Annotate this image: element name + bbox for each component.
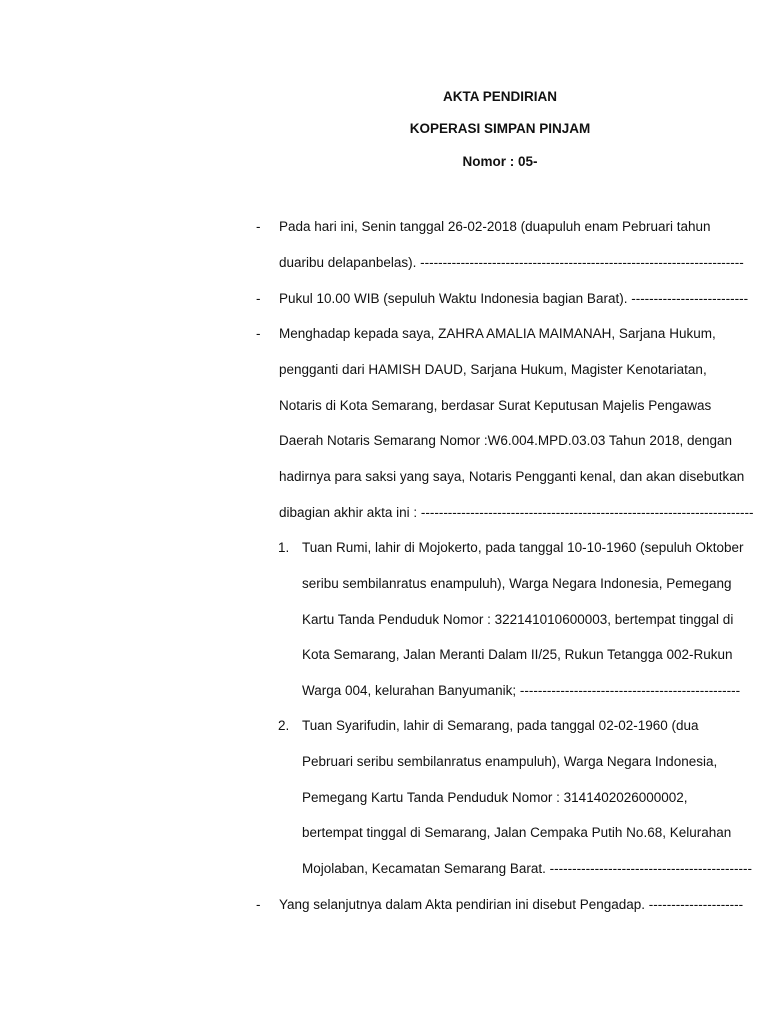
paragraph-line: Pukul 10.00 WIB (sepuluh Waktu Indonesia bagian Barat). -------------------------- bbox=[279, 291, 749, 306]
paragraph-line: dibagian akhir akta ini : -------------------------------------------------------------------------- bbox=[279, 505, 754, 520]
paragraph-line: Pada hari ini, Senin tanggal 26-02-2018 (duapuluh enam Pebruari tahun bbox=[279, 219, 711, 234]
list-item-line: Kota Semarang, Jalan Meranti Dalam II/25, Rukun Tetangga 002-Rukun bbox=[302, 647, 733, 662]
list-item-line: Warga 004, kelurahan Banyumanik; ------------------------------------------------- bbox=[302, 683, 741, 698]
bullet-marker: - bbox=[256, 219, 261, 234]
paragraph-line: pengganti dari HAMISH DAUD, Sarjana Hukum, Magister Kenotariatan, bbox=[279, 362, 707, 377]
list-item-line: Mojolaban, Kecamatan Semarang Barat. --------------------------------------------- bbox=[302, 861, 752, 876]
list-item-line: Tuan Rumi, lahir di Mojokerto, pada tanggal 10-10-1960 (sepuluh Oktober bbox=[302, 540, 744, 555]
paragraph-line: Menghadap kepada saya, ZAHRA AMALIA MAIMANAH, Sarjana Hukum, bbox=[279, 326, 716, 341]
paragraph-line: hadirnya para saksi yang saya, Notaris Pengganti kenal, dan akan disebutkan bbox=[279, 469, 745, 484]
list-item-line: Pemegang Kartu Tanda Penduduk Nomor : 3141402026000002, bbox=[302, 790, 688, 805]
paragraph-line: Daerah Notaris Semarang Nomor :W6.004.MPD.03.03 Tahun 2018, dengan bbox=[279, 433, 733, 448]
list-item-line: Tuan Syarifudin, lahir di Semarang, pada tanggal 02-02-1960 (dua bbox=[302, 718, 699, 733]
bullet-marker: - bbox=[256, 897, 261, 912]
list-item-line: bertempat tinggal di Semarang, Jalan Cempaka Putih No.68, Kelurahan bbox=[302, 825, 732, 840]
list-item-line: seribu sembilanratus enampuluh), Warga Negara Indonesia, Pemegang bbox=[302, 576, 732, 591]
document-number: Nomor : 05- bbox=[462, 154, 538, 169]
list-item-line: Pebruari seribu sembilanratus enampuluh), Warga Negara Indonesia, bbox=[302, 754, 718, 769]
paragraph-line: duaribu delapanbelas). ------------------------------------------------------------------------ bbox=[279, 255, 744, 270]
list-item-line: Kartu Tanda Penduduk Nomor : 322141010600003, bertempat tinggal di bbox=[302, 612, 734, 627]
list-item-number: 2. bbox=[278, 718, 290, 733]
document-title: AKTA PENDIRIAN bbox=[443, 89, 557, 104]
document-subtitle: KOPERASI SIMPAN PINJAM bbox=[409, 121, 591, 136]
paragraph-line: Yang selanjutnya dalam Akta pendirian ini disebut Pengadap. --------------------- bbox=[279, 897, 744, 912]
paragraph-line: Notaris di Kota Semarang, berdasar Surat Keputusan Majelis Pengawas bbox=[279, 398, 712, 413]
list-item-number: 1. bbox=[278, 540, 290, 555]
bullet-marker: - bbox=[256, 326, 261, 341]
bullet-marker: - bbox=[256, 291, 261, 306]
